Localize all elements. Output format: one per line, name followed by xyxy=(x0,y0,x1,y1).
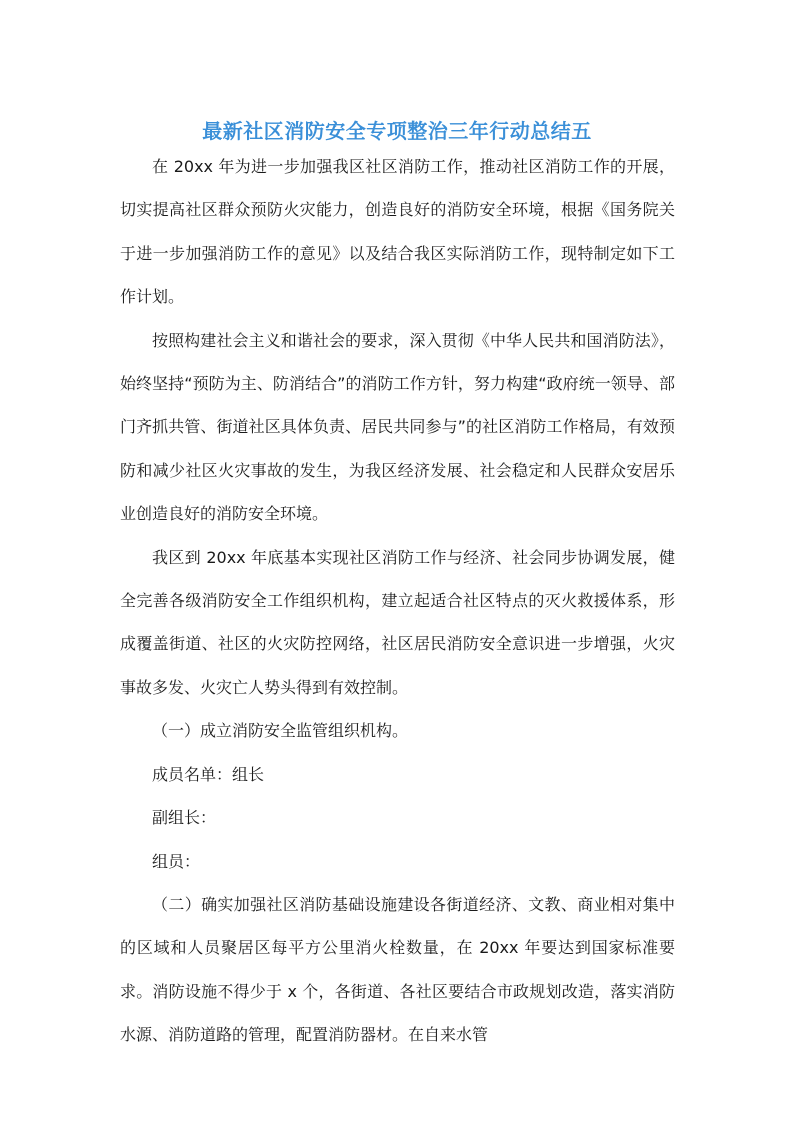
paragraph-guideline: 按照构建社会主义和谐社会的要求，深入贯彻《中华人民共和国消防法》，始终坚持“预防为主、防消结合”的消防工作方针，努力构建“政府统一领导、部门齐抓共管、街道社区具体负责、居民共同参与”的社区消防工作格局，有效预防和减少社区火灾事故的发生，为我区经济发展、社会稳定和人民群众安居乐业创造良好的消防安全环境。 xyxy=(120,330,675,524)
section-two-paragraph: （二）确实加强社区消防基础设施建设各街道经济、文教、商业相对集中的区域和人员聚居区每平方公里消火栓数量，在 20xx 年要达到国家标准要求。消防设施不得少于 x 个，各街道、各社区要结合市政规划改造，落实消防水源、消防道路的管理，配置消防器材。在自来水管 xyxy=(120,894,675,1045)
document-title: 最新社区消防安全专项整治三年行动总结五 xyxy=(202,119,592,144)
team-members-line: 组员： xyxy=(152,851,201,871)
section-one-heading: （一）成立消防安全监管组织机构。 xyxy=(152,721,409,741)
document-body xyxy=(120,145,675,1057)
paragraph-goal: 我区到 20xx 年底基本实现社区消防工作与经济、社会同步协调发展，健全完善各级消防安全工作组织机构，建立起适合社区特点的灭火救援体系，形成覆盖街道、社区的火灾防控网络，社区居民消防安全意识进一步增强，火灾事故多发、火灾亡人势头得到有效控制。 xyxy=(120,547,675,697)
deputy-leader-line: 副组长： xyxy=(152,808,217,828)
members-line: 成员名单：组长 xyxy=(152,764,265,784)
paragraph-intro: 在 20xx 年为进一步加强我区社区消防工作，推动社区消防工作的开展，切实提高社区群众预防火灾能力，创造良好的消防安全环境，根据《国务院关于进一步加强消防工作的意见》以及结合我区实际消防工作，现特制定如下工作计划。 xyxy=(120,157,675,307)
